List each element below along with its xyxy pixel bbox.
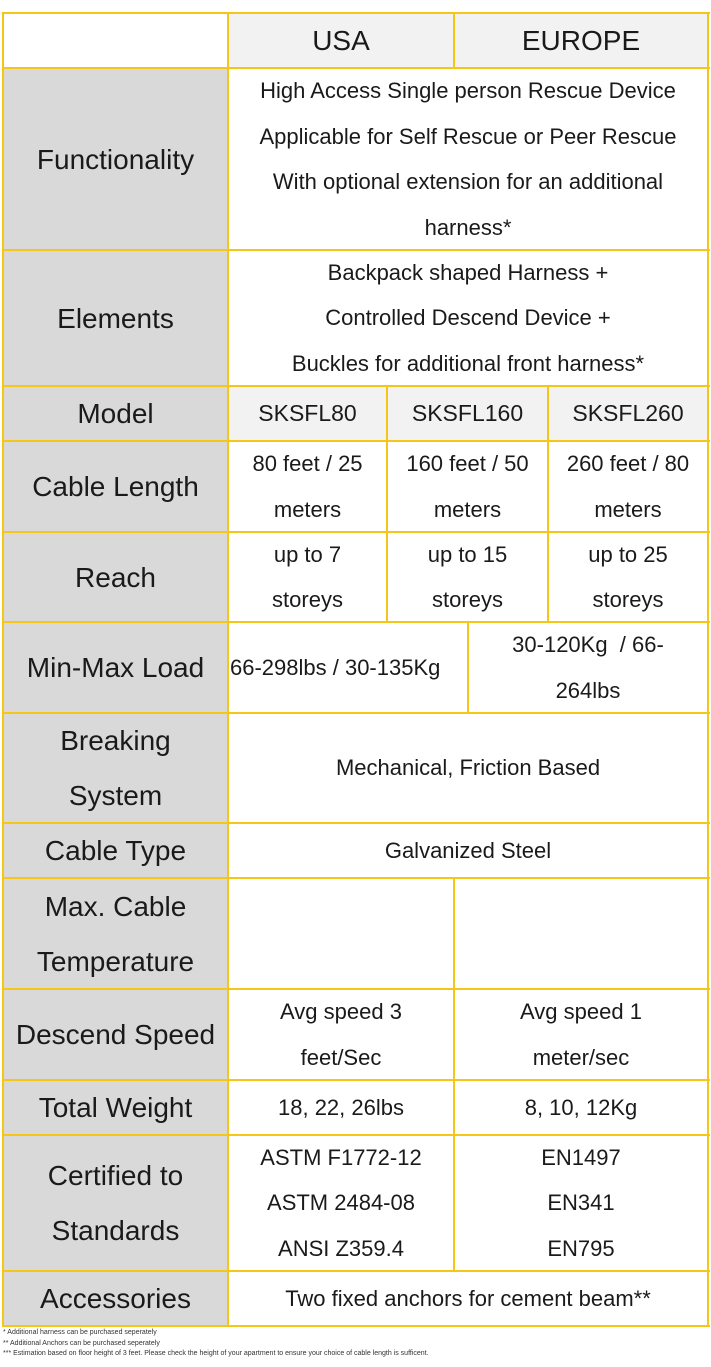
footnotes <box>3 1328 429 1360</box>
footnote: ** Additional Anchors can be purchased seperately <box>3 1339 160 1347</box>
label-elements-text: Elements <box>57 302 174 334</box>
grid-line <box>2 712 710 714</box>
model-value: SKSFL260 <box>572 400 684 426</box>
cable-length-line: 260 feet / 80 <box>566 451 690 476</box>
label-reach-text: Reach <box>75 561 156 593</box>
grid-line <box>2 385 710 387</box>
label-line: System <box>68 780 163 811</box>
grid-line <box>2 1079 710 1081</box>
label-min-max-load-text: Min-Max Load <box>26 652 205 683</box>
grid-line <box>2 822 710 824</box>
cable-type-text: Galvanized Steel <box>384 837 552 863</box>
label-elements <box>3 250 228 386</box>
label-total-weight <box>3 1080 228 1135</box>
label-descend-speed <box>3 989 228 1080</box>
standard-item: EN1497 <box>541 1144 621 1170</box>
cable-length-line: meters <box>273 496 342 522</box>
grid-line <box>227 12 229 1327</box>
header-usa-label: USA <box>312 24 370 56</box>
total-weight-usa-text: 18, 22, 26lbs <box>278 1094 404 1120</box>
grid-line <box>2 1134 710 1136</box>
cable-length-260 <box>548 441 708 532</box>
reach-line: storeys <box>432 587 503 612</box>
grid-line <box>2 1270 710 1272</box>
header-usa <box>228 13 454 68</box>
max-cable-temp-europe <box>454 878 708 989</box>
value-accessories <box>228 1271 708 1326</box>
cable-length-line: meters <box>433 496 502 522</box>
label-accessories <box>3 1271 228 1326</box>
descend-speed-line: meter/sec <box>532 1044 630 1070</box>
footnote: * Additional harness can be purchased seperately <box>3 1329 157 1336</box>
reach-line: up to 15 <box>427 541 508 567</box>
grid-line <box>547 385 549 623</box>
value-breaking-system <box>228 713 708 823</box>
cable-length-line: 160 feet / 50 <box>406 451 529 476</box>
functionality-line: harness* <box>424 214 512 240</box>
cable-length-line: 80 feet / 25 <box>252 451 363 476</box>
grid-line <box>2 440 710 442</box>
functionality-line: High Access Single person Rescue Device <box>260 78 676 103</box>
reach-160 <box>387 532 548 622</box>
descend-speed-line: Avg speed 3 <box>280 999 402 1024</box>
model-sksfl80 <box>228 386 387 441</box>
model-sksfl260 <box>548 386 708 441</box>
label-total-weight-text: Total Weight <box>38 1092 193 1123</box>
accessories-text: Two fixed anchors for cement beam** <box>285 1285 651 1311</box>
min-max-load-line: 30-120Kg / 66- <box>512 632 664 657</box>
total-weight-usa <box>228 1080 454 1135</box>
min-max-load-usa-text: 66-298lbs / 30-135Kg <box>230 654 441 680</box>
total-weight-europe <box>454 1080 708 1135</box>
breaking-system-text: Mechanical, Friction Based <box>335 755 601 781</box>
value-cable-type <box>228 823 708 878</box>
label-min-max-load <box>3 622 228 713</box>
certified-europe <box>454 1135 708 1271</box>
descend-speed-usa <box>228 989 454 1080</box>
label-cable-length-text: Cable Length <box>32 471 199 502</box>
descend-speed-line: feet/Sec <box>300 1044 382 1070</box>
elements-line: Controlled Descend Device + <box>325 305 611 331</box>
model-value: SKSFL160 <box>411 400 524 426</box>
grid-line <box>2 877 710 879</box>
label-functionality <box>3 68 228 250</box>
footnote: *** Estimation based on floor height of 3 feet. Please check the height of your apartment to ensure your choice of cable length is sufficent. <box>3 1350 429 1357</box>
reach-line: storeys <box>592 587 664 612</box>
grid-line <box>2 67 710 69</box>
grid-line <box>2 621 710 623</box>
grid-line <box>467 621 469 714</box>
value-elements <box>228 250 708 386</box>
certified-usa <box>228 1135 454 1271</box>
cable-length-line: meters <box>594 496 662 522</box>
standard-item: EN795 <box>547 1235 615 1261</box>
label-line: Temperature <box>36 945 195 977</box>
label-reach <box>3 532 228 622</box>
standard-item: ASTM 2484-08 <box>267 1190 415 1216</box>
reach-line: up to 25 <box>588 541 668 567</box>
model-sksfl160 <box>387 386 548 441</box>
grid-line <box>2 1325 710 1327</box>
label-cable-type-text: Cable Type <box>44 835 187 866</box>
header-europe-label: EUROPE <box>521 24 641 56</box>
label-functionality-text: Functionality <box>36 143 195 175</box>
label-line: Standards <box>51 1215 180 1246</box>
standard-item: ASTM F1772-12 <box>260 1144 422 1170</box>
grid-line <box>2 12 710 14</box>
label-accessories-text: Accessories <box>40 1283 191 1314</box>
label-breaking-system <box>3 713 228 823</box>
min-max-load-usa <box>228 622 468 713</box>
grid-line <box>2 988 710 990</box>
label-line: Certified to <box>47 1160 184 1191</box>
corner-cell <box>3 13 228 68</box>
grid-line <box>453 12 455 69</box>
grid-line <box>453 877 455 1272</box>
reach-line: up to 7 <box>273 541 342 567</box>
grid-line <box>2 531 710 533</box>
label-cable-type <box>3 823 228 878</box>
descend-speed-line: Avg speed 1 <box>520 999 642 1024</box>
standard-item: ANSI Z359.4 <box>278 1235 404 1261</box>
elements-line: Backpack shaped Harness + <box>327 259 609 285</box>
reach-80 <box>228 532 387 622</box>
label-cable-length <box>3 441 228 532</box>
label-certified-standards <box>3 1135 228 1271</box>
label-descend-speed-text: Descend Speed <box>15 1019 216 1050</box>
min-max-load-line: 264lbs <box>555 677 621 703</box>
label-model-text: Model <box>77 398 154 429</box>
label-line: Breaking <box>60 725 171 756</box>
label-model <box>3 386 228 441</box>
total-weight-europe-text: 8, 10, 12Kg <box>524 1094 638 1120</box>
model-value: SKSFL80 <box>258 400 357 426</box>
standard-item: EN341 <box>547 1190 615 1216</box>
elements-line: Buckles for additional front harness* <box>291 350 645 376</box>
reach-260 <box>548 532 708 622</box>
functionality-line: Applicable for Self Rescue or Peer Rescue <box>259 123 677 149</box>
functionality-line: With optional extension for an additional <box>272 169 664 194</box>
label-line: Max. Cable <box>44 890 187 922</box>
label-max-cable-temperature <box>3 878 228 989</box>
cable-length-160 <box>387 441 548 532</box>
max-cable-temp-usa <box>228 878 454 989</box>
grid-line <box>386 385 388 623</box>
grid-line <box>707 12 709 1327</box>
grid-line <box>2 12 4 1327</box>
cable-length-80 <box>228 441 387 532</box>
reach-line: storeys <box>272 587 343 612</box>
value-functionality <box>228 68 708 250</box>
header-europe <box>454 13 708 68</box>
min-max-load-europe <box>468 622 708 713</box>
descend-speed-europe <box>454 989 708 1080</box>
grid-line <box>2 249 710 251</box>
